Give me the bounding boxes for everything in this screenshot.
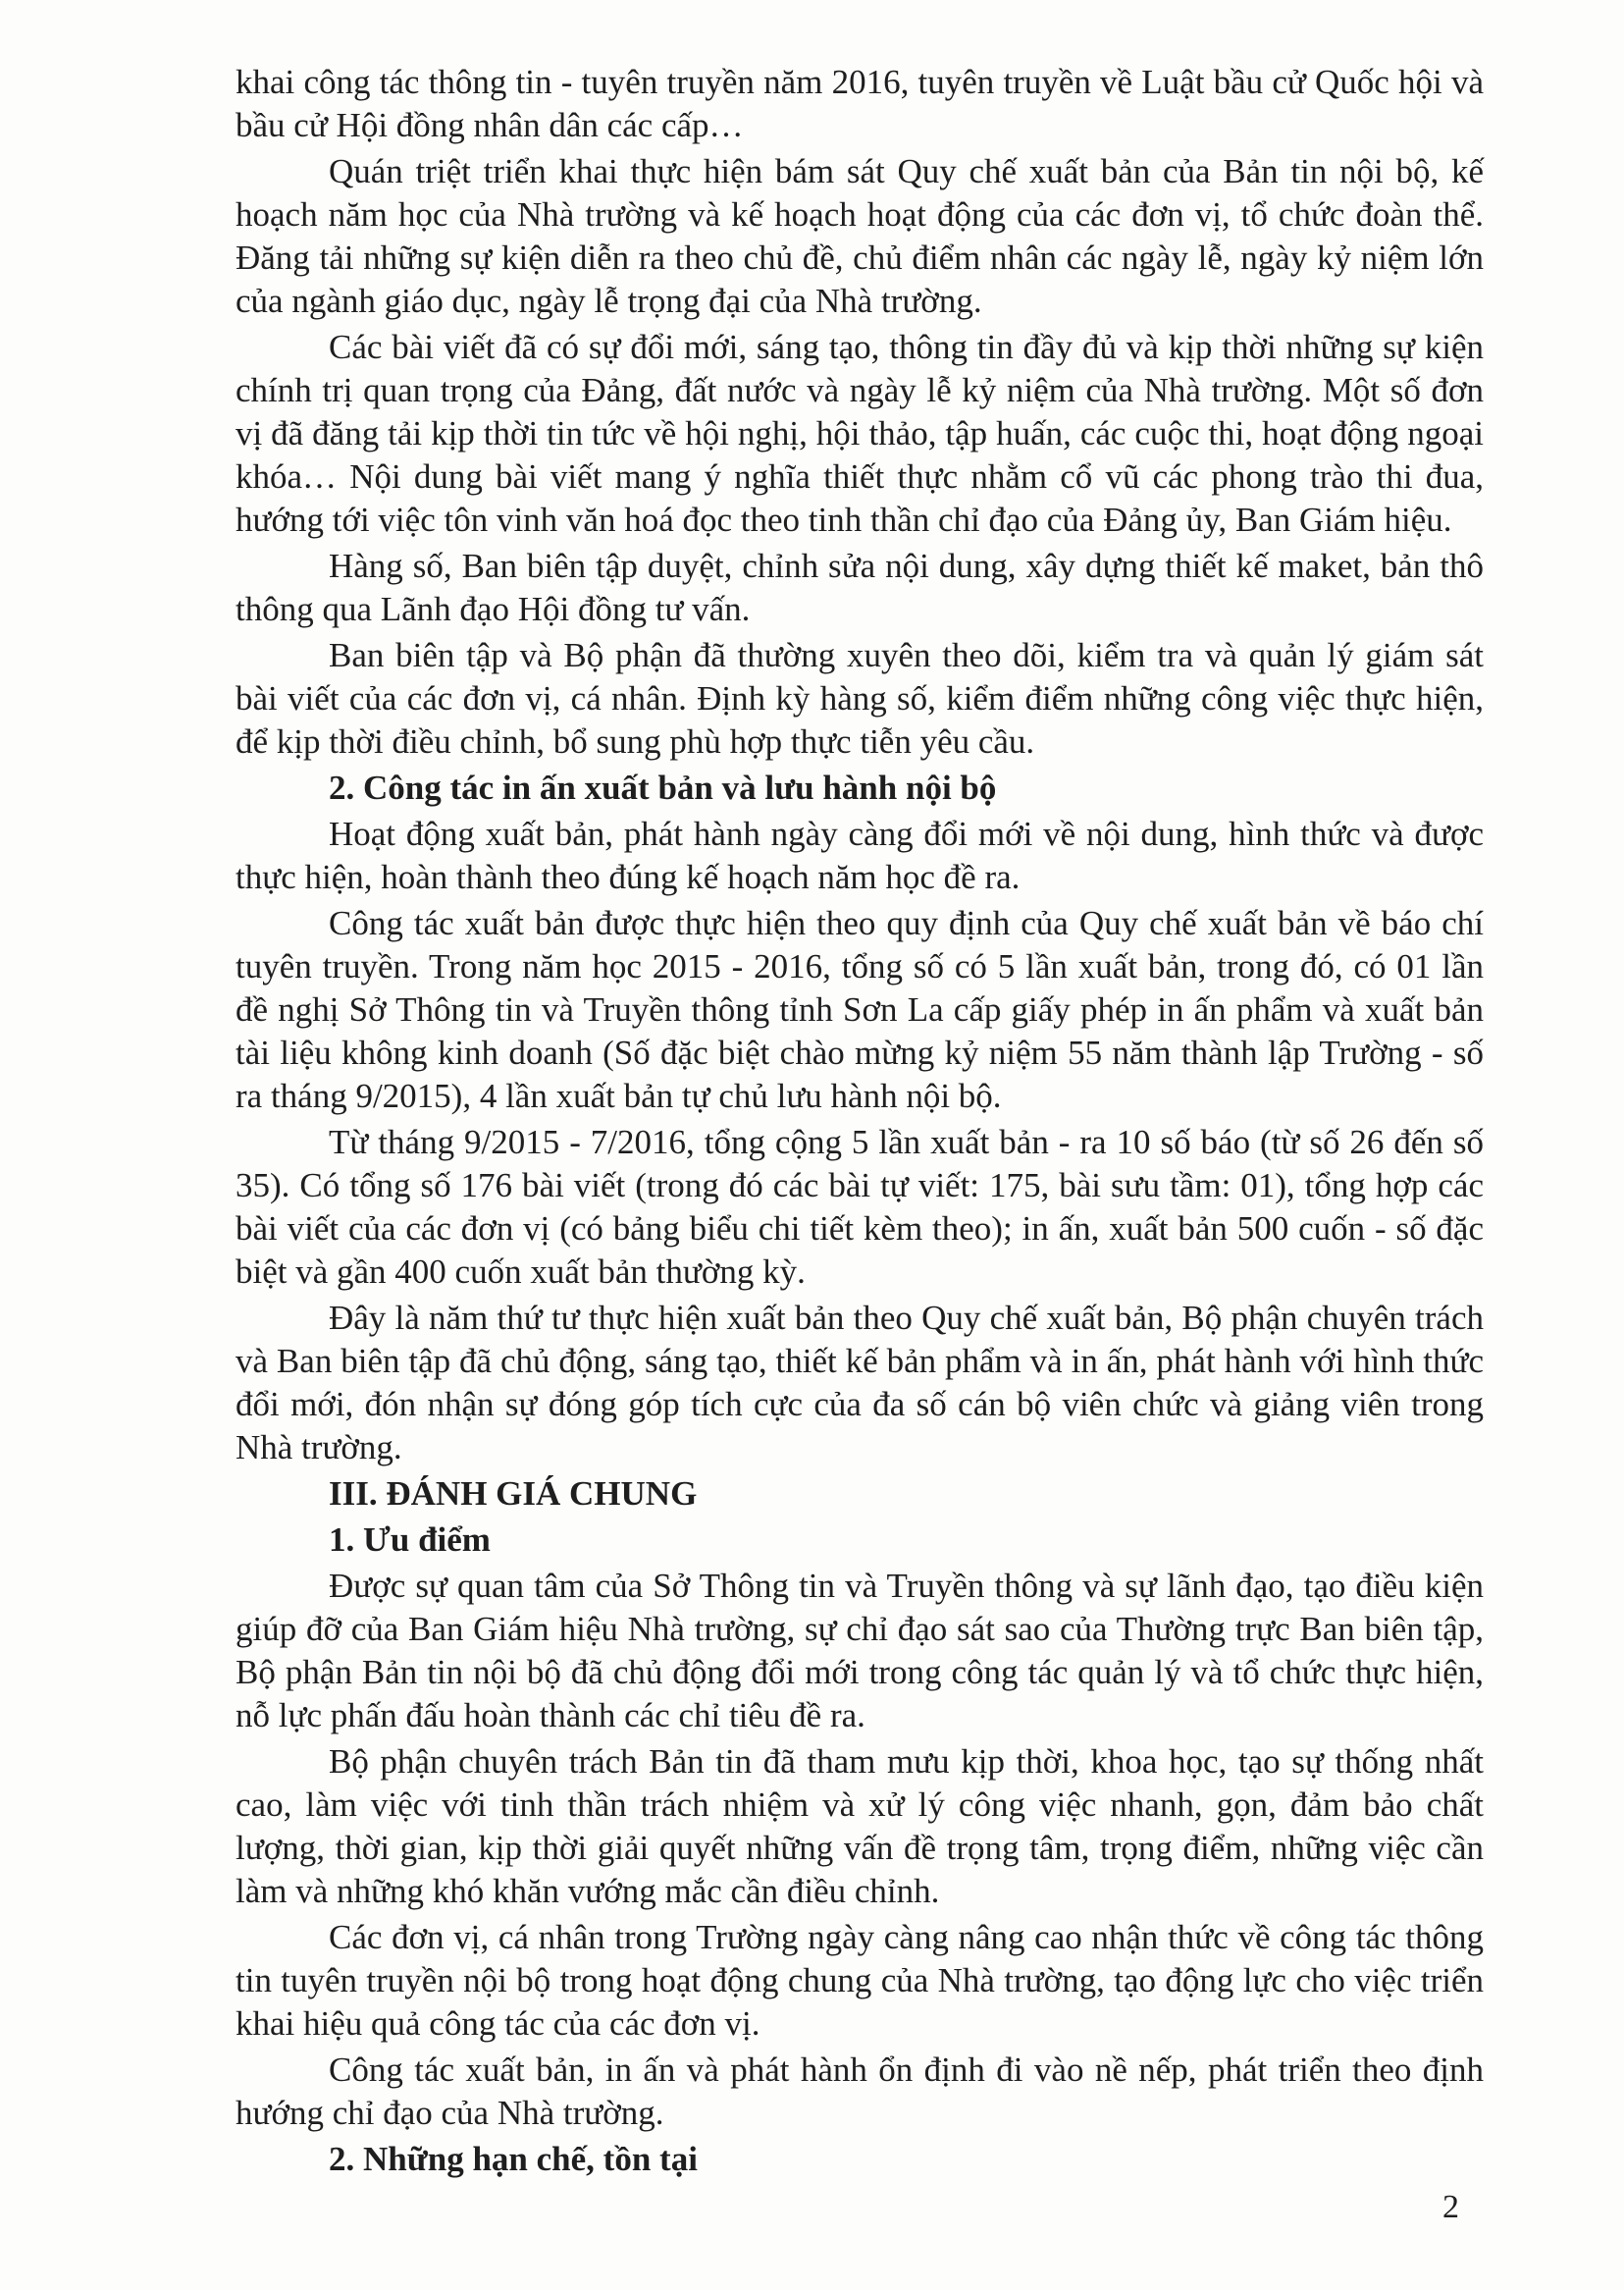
paragraph: Ban biên tập và Bộ phận đã thường xuyên theo dõi, kiểm tra và quản lý giám sát bài viết của các đơn vị, cá nhân. Định kỳ hàng số, kiểm điểm những công việc thực hiện, để kịp thời điều chỉnh, bổ sung phù hợp thực tiễn yêu cầu. <box>236 636 1484 761</box>
paragraph: Công tác xuất bản được thực hiện theo quy định của Quy chế xuất bản về báo chí tuyên truyền. Trong năm học 2015 - 2016, tổng số có 5 lần xuất bản, trong đó, có 01 lần đề nghị Sở Thông tin và Truyền thông tỉnh Sơn La cấp giấy phép in ấn phẩm và xuất bản tài liệu không kinh doanh (Số đặc biệt chào mừng kỷ niệm 55 năm thành lập Trường - số ra tháng 9/2015), 4 lần xuất bản tự chủ lưu hành nội bộ. <box>236 904 1484 1115</box>
paragraph: Hàng số, Ban biên tập duyệt, chỉnh sửa nội dung, xây dựng thiết kế maket, bản thô thông qua Lãnh đạo Hội đồng tư vấn. <box>236 547 1484 628</box>
paragraph: Được sự quan tâm của Sở Thông tin và Truyền thông và sự lãnh đạo, tạo điều kiện giúp đỡ của Ban Giám hiệu Nhà trường, sự chỉ đạo sát sao của Thường trực Ban biên tập, Bộ phận Bản tin nội bộ đã chủ động đổi mới trong công tác quản lý và tổ chức thực hiện, nỗ lực phấn đấu hoàn thành các chỉ tiêu đề ra. <box>236 1567 1484 1734</box>
subsection-heading: 1. Ưu điểm <box>329 1520 491 1559</box>
subsection-heading: 2. Những hạn chế, tồn tại <box>329 2140 698 2178</box>
paragraph: Các bài viết đã có sự đổi mới, sáng tạo, thông tin đầy đủ và kịp thời những sự kiện chính trị quan trọng của Đảng, đất nước và ngày lễ kỷ niệm của Nhà trường. Một số đơn vị đã đăng tải kịp thời tin tức về hội nghị, hội thảo, tập huấn, các cuộc thi, hoạt động ngoại khóa… Nội dung bài viết mang ý nghĩa thiết thực nhằm cổ vũ các phong trào thi đua, hướng tới việc tôn vinh văn hoá đọc theo tinh thần chỉ đạo của Đảng ủy, Ban Giám hiệu. <box>236 328 1484 539</box>
paragraph: Đây là năm thứ tư thực hiện xuất bản theo Quy chế xuất bản, Bộ phận chuyên trách và Ban biên tập đã chủ động, sáng tạo, thiết kế bản phẩm và in ấn, phát hành với hình thức đổi mới, đón nhận sự đóng góp tích cực của đa số cán bộ viên chức và giảng viên trong Nhà trường. <box>236 1299 1484 1466</box>
paragraph: Các đơn vị, cá nhân trong Trường ngày càng nâng cao nhận thức về công tác thông tin tuyên truyền nội bộ trong hoạt động chung của Nhà trường, tạo động lực cho việc triển khai hiệu quả công tác của các đơn vị. <box>236 1918 1484 2043</box>
section-heading: 2. Công tác in ấn xuất bản và lưu hành nội bộ <box>329 769 997 807</box>
document-body <box>236 61 1484 2184</box>
page-number: 2 <box>1442 2189 1459 2225</box>
paragraph: Bộ phận chuyên trách Bản tin đã tham mưu kịp thời, khoa học, tạo sự thống nhất cao, làm việc với tinh thần trách nhiệm và xử lý công việc nhanh, gọn, đảm bảo chất lượng, thời gian, kịp thời giải quyết những vấn đề trọng tâm, trọng điểm, những việc cần làm và những khó khăn vướng mắc cần điều chỉnh. <box>236 1742 1484 1910</box>
section-heading: III. ĐÁNH GIÁ CHUNG <box>329 1474 698 1513</box>
paragraph: Từ tháng 9/2015 - 7/2016, tổng cộng 5 lần xuất bản - ra 10 số báo (từ số 26 đến số 35). Có tổng số 176 bài viết (trong đó các bài tự viết: 175, bài sưu tầm: 01), tổng hợp các bài viết của các đơn vị (có bảng biểu chi tiết kèm theo); in ấn, xuất bản 500 cuốn - số đặc biệt và gần 400 cuốn xuất bản thường kỳ. <box>236 1123 1484 1291</box>
paragraph: Quán triệt triển khai thực hiện bám sát Quy chế xuất bản của Bản tin nội bộ, kế hoạch năm học của Nhà trường và kế hoạch hoạt động của các đơn vị, tổ chức đoàn thể. Đăng tải những sự kiện diễn ra theo chủ đề, chủ điểm nhân các ngày lễ, ngày kỷ niệm lớn của ngành giáo dục, ngày lễ trọng đại của Nhà trường. <box>236 152 1484 320</box>
paragraph: khai công tác thông tin - tuyên truyền năm 2016, tuyên truyền về Luật bầu cử Quốc hội và bầu cử Hội đồng nhân dân các cấp… <box>236 63 1484 144</box>
paragraph: Hoạt động xuất bản, phát hành ngày càng đổi mới về nội dung, hình thức và được thực hiện, hoàn thành theo đúng kế hoạch năm học đề ra. <box>236 815 1484 896</box>
paragraph: Công tác xuất bản, in ấn và phát hành ổn định đi vào nề nếp, phát triển theo định hướng chỉ đạo của Nhà trường. <box>236 2050 1484 2132</box>
